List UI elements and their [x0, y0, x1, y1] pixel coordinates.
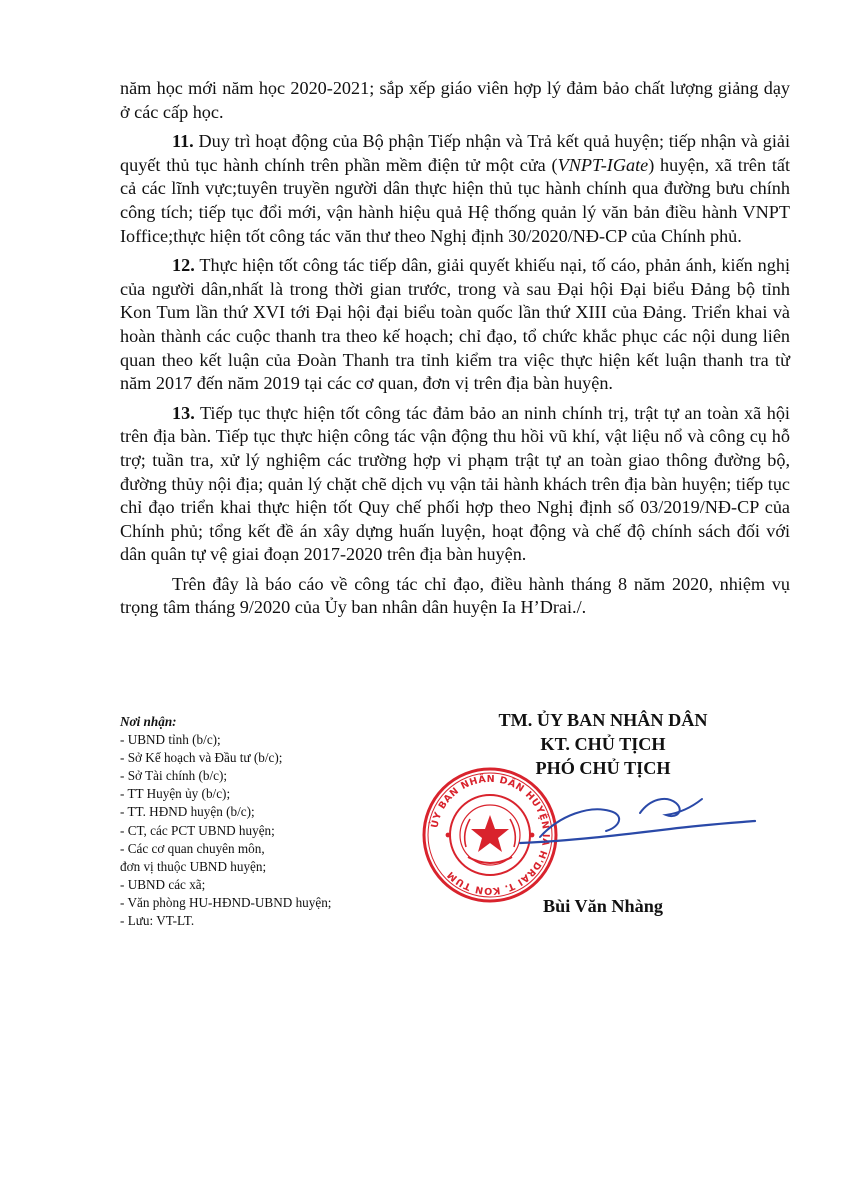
item-number-11: 11. [172, 131, 194, 152]
recipient-item: - UBND các xã; [120, 876, 206, 892]
signature-title-line: PHÓ CHỦ TỊCH [535, 758, 671, 778]
paragraph-11-software-name: VNPT-IGate [557, 154, 649, 175]
item-number-13: 13. [172, 402, 195, 423]
paragraph-13-text: Tiếp tục thực hiện tốt công tác đảm bảo an ninh chính trị, trật tự an toàn xã hội trên địa bàn. Tiếp tục thực hiện công tác vận động thu hồi vũ khí, vật liệu nổ và công cụ hỗ trợ; tuần tra, xử lý nghiệm các trường hợp vi phạm trật tự an toàn giao thông đường bộ, đường thủy nội địa; quản lý chặt chẽ dịch vụ vận tải hành khách trên địa bàn huyện; tiếp tục chỉ đạo triển khai thực hiện tốt Quy chế phối hợp theo Nghị định số 03/2019/NĐ-CP của Chính phủ; tổng kết đề án xây dựng huấn luyện, hoạt động và chế độ chính sách đối với dân quân tự vệ giai đoạn 2017-2020 trên địa bàn huyện. [120, 402, 790, 565]
paragraph-11-text-a: Duy trì hoạt động của Bộ phận Tiếp nhận và Trả kết quả huyện; tiếp nhận và giải quyết thủ tục hành chính trên phần mềm điện tử một cửa ( [120, 131, 790, 175]
recipient-item: - CT, các PCT UBND huyện; [120, 822, 275, 838]
item-number-12: 12. [172, 255, 195, 276]
recipient-item: - Văn phòng HU-HĐND-UBND huyện; [120, 894, 332, 910]
paragraph-11 [120, 130, 790, 248]
paragraph-12-text: Thực hiện tốt công tác tiếp dân, giải quyết khiếu nại, tố cáo, phản ánh, kiến nghị của người dân,nhất là trong thời gian trước, trong và sau Đại hội Đại biểu Đảng bộ tỉnh Kon Tum lần thứ XVI tới Đại hội đại biểu toàn quốc lần thứ XIII của Đảng. Triển khai và hoàn thành các cuộc thanh tra theo kế hoạch; chỉ đạo, tổ chức khắc phục các nội dung liên quan theo kết luận của Đoàn Thanh tra tỉnh kiểm tra việc thực hiện kết luận thanh tra từ năm 2017 đến năm 2019 tại các cơ quan, đơn vị trên địa bàn huyện. [120, 255, 790, 394]
signature-authority-line: TM. ỦY BAN NHÂN DÂN [498, 710, 708, 730]
recipients-list [120, 713, 440, 930]
signature-block [420, 710, 786, 960]
report-body [120, 77, 790, 620]
recipient-item: - Sở Tài chính (b/c); [120, 768, 228, 784]
paragraph-continuation: năm học mới năm học 2020-2021; sắp xếp giáo viên hợp lý đảm bảo chất lượng giảng dạy ở các cấp học. [120, 78, 790, 122]
paragraph-11-text-b: ) huyện, xã trên tất cả các lĩnh vực;tuyên truyền người dân thực hiện thủ tục hành chính qua đường bưu chính công tích; tiếp tục đổi mới, vận hành hiệu quả Hệ thống quản lý văn bản điều hành VNPT Ioffice;thực hiện tốt công tác văn thư theo Nghị định 30/2020/NĐ-CP của Chính phủ. [120, 154, 791, 246]
recipient-item: - TT. HĐND huyện (b/c); [120, 804, 255, 820]
seal-text: ỦY BAN NHÂN DÂN HUYỆN IA H'DRAI T. KON TUM [429, 773, 552, 897]
handwritten-signature-icon [480, 785, 760, 865]
recipient-item: - Lưu: VT-LT. [120, 913, 195, 929]
footer-section [120, 710, 820, 970]
signer-name: Bùi Văn Nhàng [543, 896, 663, 916]
recipient-item: - Các cơ quan chuyên môn, [120, 840, 265, 856]
recipients-title: Nơi nhận: [120, 714, 177, 729]
paragraph-13 [120, 402, 790, 567]
closing-paragraph: Trên đây là báo cáo về công tác chỉ đạo, điều hành tháng 8 năm 2020, nhiệm vụ trọng tâm tháng 9/2020 của Ủy ban nhân dân huyện Ia H’Drai./. [120, 573, 790, 618]
paragraph-12 [120, 254, 790, 396]
recipient-item: - Sở Kế hoạch và Đầu tư (b/c); [120, 750, 283, 766]
recipient-item: - UBND tỉnh (b/c); [120, 732, 221, 748]
recipient-item: đơn vị thuộc UBND huyện; [120, 858, 267, 874]
signature-role-line: KT. CHỦ TỊCH [540, 734, 666, 754]
recipient-item: - TT Huyện ủy (b/c); [120, 786, 231, 802]
